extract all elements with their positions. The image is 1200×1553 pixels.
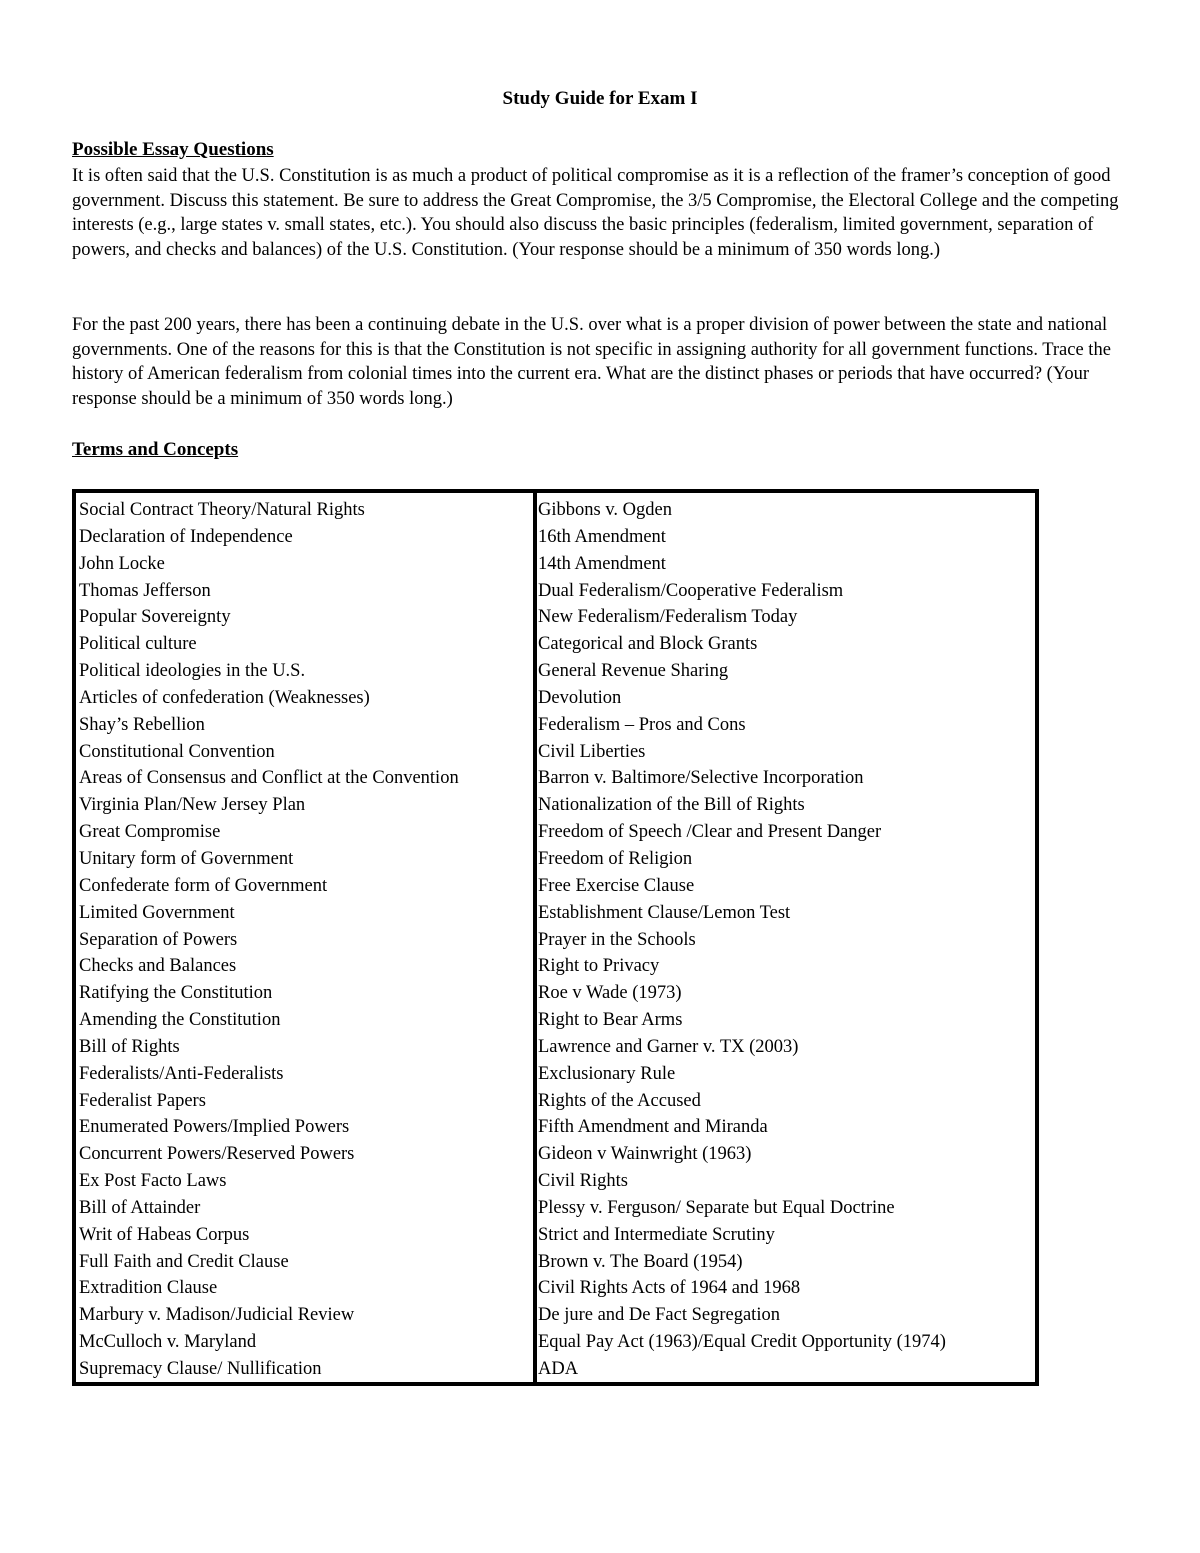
term-item: Marbury v. Madison/Judicial Review xyxy=(79,1305,355,1326)
term-item: Writ of Habeas Corpus xyxy=(79,1224,250,1245)
term-item: McCulloch v. Maryland xyxy=(79,1332,257,1353)
term-item: Confederate form of Government xyxy=(79,875,328,896)
term-item: Supremacy Clause/ Nullification xyxy=(79,1359,322,1379)
term-item: Barron v. Baltimore/Selective Incorporation xyxy=(538,768,864,789)
term-item: Civil Rights xyxy=(538,1171,628,1192)
term-item: 16th Amendment xyxy=(538,526,666,547)
term-item: Thomas Jefferson xyxy=(79,580,211,601)
terms-concepts-heading: Terms and Concepts xyxy=(72,439,239,460)
term-item: Equal Pay Act (1963)/Equal Credit Opportunity (1974) xyxy=(538,1332,946,1353)
term-item: Freedom of Religion xyxy=(538,848,693,869)
term-item: Dual Federalism/Cooperative Federalism xyxy=(538,580,844,601)
term-item: Categorical and Block Grants xyxy=(538,634,758,655)
term-item: Exclusionary Rule xyxy=(538,1063,676,1084)
term-item: Federalism – Pros and Cons xyxy=(538,714,746,735)
term-item: Plessy v. Ferguson/ Separate but Equal Doctrine xyxy=(538,1197,895,1218)
term-item: Extradition Clause xyxy=(79,1278,218,1299)
term-item: Fifth Amendment and Miranda xyxy=(538,1117,768,1138)
term-item: Devolution xyxy=(538,687,622,708)
term-item: Strict and Intermediate Scrutiny xyxy=(538,1224,775,1245)
terms-column-right xyxy=(538,497,946,1383)
term-item: Social Contract Theory/Natural Rights xyxy=(79,500,365,520)
term-item: Federalist Papers xyxy=(79,1090,206,1111)
term-item: John Locke xyxy=(79,553,165,574)
term-item: ADA xyxy=(538,1359,579,1379)
term-item: General Revenue Sharing xyxy=(538,661,729,682)
term-item: Enumerated Powers/Implied Powers xyxy=(79,1117,350,1138)
term-item: Full Faith and Credit Clause xyxy=(79,1251,289,1272)
term-item: Gideon v Wainwright (1963) xyxy=(538,1144,752,1165)
term-item: Right to Bear Arms xyxy=(538,1010,683,1031)
term-item: Concurrent Powers/Reserved Powers xyxy=(79,1144,355,1165)
term-item: Articles of confederation (Weaknesses) xyxy=(79,687,370,708)
term-item: Popular Sovereignty xyxy=(79,607,231,628)
term-item: 14th Amendment xyxy=(538,553,666,574)
term-item: Unitary form of Government xyxy=(79,848,294,869)
term-item: Freedom of Speech /Clear and Present Danger xyxy=(538,822,882,843)
term-item: Gibbons v. Ogden xyxy=(538,500,672,520)
term-item: Right to Privacy xyxy=(538,956,660,977)
term-item: Areas of Consensus and Conflict at the Convention xyxy=(79,768,459,789)
term-item: Establishment Clause/Lemon Test xyxy=(538,902,791,923)
term-item: Rights of the Accused xyxy=(538,1090,701,1111)
essay-question-2: For the past 200 years, there has been a continuing debate in the U.S. over what is a proper division of power between the state and national governments. One of the reasons for this is that the Constitution is not specific in assigning authority for all government functions. Trace the history of American federalism from colonial times into the current era. What are the distinct phases or periods that have occurred? (Your response should be a minimum of 350 words long.) xyxy=(72,315,1111,409)
column-divider xyxy=(533,493,537,1382)
term-item: New Federalism/Federalism Today xyxy=(538,607,798,628)
essay-question-1: It is often said that the U.S. Constitution is as much a product of political compromise as it is a reflection of the framer’s conception of good government. Discuss this statement. Be sure to address the Great Compromise, the 3/5 Compromise, the Electoral College and the competing interests (e.g., large states v. small states, etc.). You should also discuss the basic principles (federalism, limited government, separation of powers, and checks and balances) of the U.S. Constitution. (Your response should be a minimum of 350 words long.) xyxy=(72,166,1119,260)
term-item: Great Compromise xyxy=(79,822,221,843)
term-item: Civil Liberties xyxy=(538,741,646,762)
terms-table xyxy=(72,489,1039,1386)
term-item: Political culture xyxy=(79,634,197,655)
term-item: Limited Government xyxy=(79,902,235,923)
term-item: De jure and De Fact Segregation xyxy=(538,1305,780,1326)
term-item: Civil Rights Acts of 1964 and 1968 xyxy=(538,1278,801,1299)
essay-questions-heading: Possible Essay Questions xyxy=(72,139,274,160)
term-item: Political ideologies in the U.S. xyxy=(79,661,306,682)
term-item: Brown v. The Board (1954) xyxy=(538,1251,743,1272)
term-item: Bill of Rights xyxy=(79,1036,180,1057)
page-title: Study Guide for Exam I xyxy=(502,88,698,109)
terms-column-left xyxy=(79,497,459,1383)
term-item: Lawrence and Garner v. TX (2003) xyxy=(538,1036,799,1057)
term-item: Amending the Constitution xyxy=(79,1010,281,1031)
term-item: Free Exercise Clause xyxy=(538,875,695,896)
term-item: Declaration of Independence xyxy=(79,526,293,547)
term-item: Separation of Powers xyxy=(79,929,238,950)
term-item: Federalists/Anti-Federalists xyxy=(79,1063,284,1084)
term-item: Prayer in the Schools xyxy=(538,929,696,950)
term-item: Ratifying the Constitution xyxy=(79,983,273,1004)
term-item: Checks and Balances xyxy=(79,956,237,977)
term-item: Nationalization of the Bill of Rights xyxy=(538,795,805,816)
term-item: Ex Post Facto Laws xyxy=(79,1171,227,1192)
term-item: Bill of Attainder xyxy=(79,1197,201,1218)
term-item: Virginia Plan/New Jersey Plan xyxy=(79,795,306,816)
term-item: Roe v Wade (1973) xyxy=(538,983,682,1004)
term-item: Constitutional Convention xyxy=(79,741,275,762)
term-item: Shay’s Rebellion xyxy=(79,714,205,735)
